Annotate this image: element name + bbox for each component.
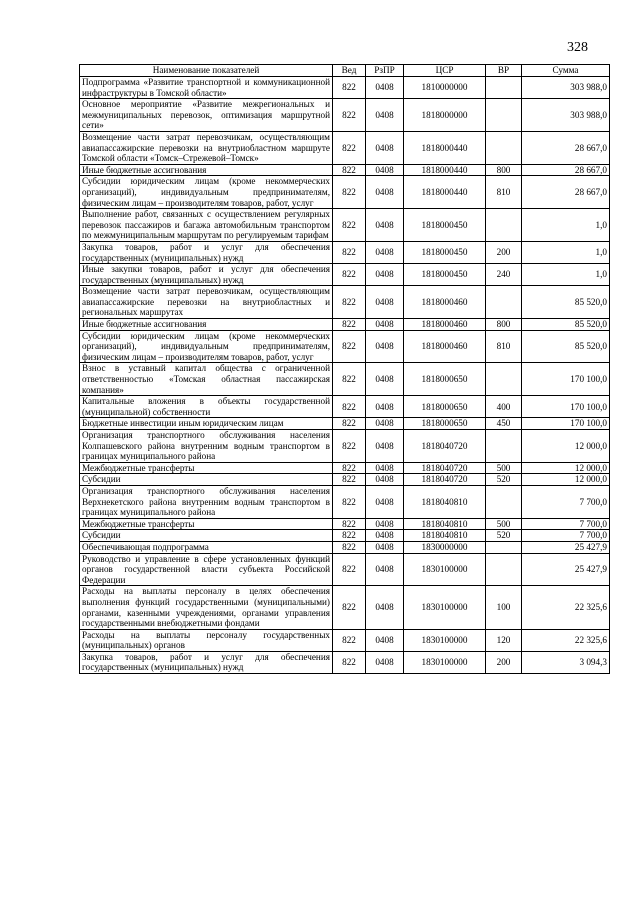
cell-rzpr: 0408	[366, 99, 404, 132]
cell-name: Субсидии юридическим лицам (кроме некоммерческих организаций), индивидуальным предпринимателям, физическим лицам – производителям товаров, работ, услуг	[80, 330, 333, 363]
table-row	[80, 485, 610, 518]
cell-csr: 1818000460	[404, 330, 486, 363]
cell-vr: 800	[486, 319, 522, 331]
table-row	[80, 629, 610, 651]
cell-vr	[486, 485, 522, 518]
table-row	[80, 518, 610, 530]
cell-vr: 500	[486, 518, 522, 530]
cell-rzpr: 0408	[366, 485, 404, 518]
header-name: Наименование показателей	[80, 65, 333, 77]
cell-csr: 1818000000	[404, 99, 486, 132]
table-row	[80, 264, 610, 286]
cell-csr: 1818040720	[404, 474, 486, 486]
cell-vr	[486, 541, 522, 553]
cell-sum: 22 325,6	[522, 586, 610, 629]
cell-vr	[486, 77, 522, 99]
cell-rzpr: 0408	[366, 418, 404, 430]
cell-rzpr: 0408	[366, 176, 404, 209]
cell-csr: 1818000450	[404, 209, 486, 242]
cell-sum: 25 427,9	[522, 541, 610, 553]
cell-ved: 822	[333, 518, 366, 530]
cell-name: Обеспечивающая подпрограмма	[80, 541, 333, 553]
cell-rzpr: 0408	[366, 330, 404, 363]
cell-name: Взнос в уставный капитал общества с ограниченной ответственностью «Томская областная пассажирская компания»	[80, 363, 333, 396]
cell-name: Субсидии	[80, 474, 333, 486]
table-row	[80, 77, 610, 99]
cell-name: Организация транспортного обслуживания населения Колпашевского района внутренним водным транспортом в границах муниципального района	[80, 430, 333, 463]
cell-csr: 1818000650	[404, 418, 486, 430]
cell-ved: 822	[333, 164, 366, 176]
cell-csr: 1818040810	[404, 485, 486, 518]
cell-csr: 1818000460	[404, 286, 486, 319]
cell-sum: 303 988,0	[522, 77, 610, 99]
cell-rzpr: 0408	[366, 530, 404, 542]
cell-csr: 1818000450	[404, 241, 486, 263]
cell-ved: 822	[333, 209, 366, 242]
cell-sum: 85 520,0	[522, 330, 610, 363]
header-sum: Сумма	[522, 65, 610, 77]
cell-rzpr: 0408	[366, 629, 404, 651]
cell-name: Иные бюджетные ассигнования	[80, 319, 333, 331]
cell-csr: 1818000440	[404, 164, 486, 176]
cell-csr: 1818040720	[404, 430, 486, 463]
cell-name: Выполнение работ, связанных с осуществлением регулярных перевозок пассажиров и багажа автомобильным транспортом по межмуниципальным маршрутам по регулируемым тарифам	[80, 209, 333, 242]
cell-rzpr: 0408	[366, 363, 404, 396]
cell-vr	[486, 99, 522, 132]
cell-vr: 400	[486, 396, 522, 418]
cell-sum: 12 000,0	[522, 462, 610, 474]
table-row	[80, 99, 610, 132]
cell-ved: 822	[333, 586, 366, 629]
table-row	[80, 330, 610, 363]
cell-name: Подпрограмма «Развитие транспортной и коммуникационной инфраструктуры в Томской области»	[80, 77, 333, 99]
table-row	[80, 462, 610, 474]
cell-vr	[486, 553, 522, 586]
header-csr: ЦСР	[404, 65, 486, 77]
cell-sum: 28 667,0	[522, 131, 610, 164]
cell-ved: 822	[333, 462, 366, 474]
table-row	[80, 286, 610, 319]
cell-vr: 120	[486, 629, 522, 651]
table-row	[80, 319, 610, 331]
cell-sum: 7 700,0	[522, 518, 610, 530]
table-row	[80, 553, 610, 586]
cell-sum: 1,0	[522, 241, 610, 263]
cell-ved: 822	[333, 131, 366, 164]
cell-vr: 200	[486, 241, 522, 263]
cell-ved: 822	[333, 418, 366, 430]
table-row	[80, 363, 610, 396]
cell-csr: 1830100000	[404, 553, 486, 586]
table-row	[80, 396, 610, 418]
cell-name: Расходы на выплаты персоналу государственных (муниципальных) органов	[80, 629, 333, 651]
cell-vr: 520	[486, 530, 522, 542]
cell-name: Межбюджетные трансферты	[80, 462, 333, 474]
cell-vr: 450	[486, 418, 522, 430]
cell-name: Бюджетные инвестиции иным юридическим лицам	[80, 418, 333, 430]
cell-csr: 1830000000	[404, 541, 486, 553]
cell-name: Межбюджетные трансферты	[80, 518, 333, 530]
cell-sum: 170 100,0	[522, 396, 610, 418]
cell-vr: 500	[486, 462, 522, 474]
cell-ved: 822	[333, 485, 366, 518]
cell-sum: 28 667,0	[522, 176, 610, 209]
cell-name: Руководство и управление в сфере установленных функций органов государственной власти субъекта Российской Федерации	[80, 553, 333, 586]
cell-rzpr: 0408	[366, 430, 404, 463]
cell-rzpr: 0408	[366, 586, 404, 629]
table-row	[80, 209, 610, 242]
cell-vr	[486, 430, 522, 463]
cell-csr: 1818040720	[404, 462, 486, 474]
cell-ved: 822	[333, 319, 366, 331]
cell-csr: 1818000440	[404, 176, 486, 209]
cell-rzpr: 0408	[366, 541, 404, 553]
cell-name: Организация транспортного обслуживания населения Верхнекетского района внутренним водным транспортом в границах муниципального района	[80, 485, 333, 518]
table-row	[80, 430, 610, 463]
cell-vr: 240	[486, 264, 522, 286]
cell-name: Субсидии юридическим лицам (кроме некоммерческих организаций), индивидуальным предпринимателям, физическим лицам – производителям товаров, работ, услуг	[80, 176, 333, 209]
cell-csr: 1830100000	[404, 651, 486, 673]
cell-ved: 822	[333, 241, 366, 263]
cell-rzpr: 0408	[366, 396, 404, 418]
cell-name: Возмещение части затрат перевозчикам, осуществляющим авиапассажирские перевозки на внутриобластном маршруте Томской области «Томск–Стрежевой–Томск»	[80, 131, 333, 164]
cell-sum: 170 100,0	[522, 418, 610, 430]
cell-sum: 1,0	[522, 209, 610, 242]
header-rzpr: РзПР	[366, 65, 404, 77]
table-row	[80, 530, 610, 542]
cell-sum: 12 000,0	[522, 474, 610, 486]
cell-sum: 303 988,0	[522, 99, 610, 132]
cell-name: Субсидии	[80, 530, 333, 542]
table-row	[80, 586, 610, 629]
cell-csr: 1818000460	[404, 319, 486, 331]
cell-csr: 1818000650	[404, 363, 486, 396]
cell-csr: 1818000450	[404, 264, 486, 286]
cell-csr: 1818040810	[404, 518, 486, 530]
cell-name: Иные бюджетные ассигнования	[80, 164, 333, 176]
cell-name: Возмещение части затрат перевозчикам, осуществляющим авиапассажирские перевозки на внутриобластных и региональных маршрутах	[80, 286, 333, 319]
cell-ved: 822	[333, 530, 366, 542]
cell-vr	[486, 363, 522, 396]
cell-sum: 28 667,0	[522, 164, 610, 176]
cell-ved: 822	[333, 651, 366, 673]
cell-sum: 1,0	[522, 264, 610, 286]
cell-vr: 200	[486, 651, 522, 673]
table-header-row	[80, 65, 610, 77]
table-row	[80, 241, 610, 263]
cell-name: Расходы на выплаты персоналу в целях обеспечения выполнения функций государственными (муниципальными) органами, казенными учреждениями, органами управления государственными внебюджетными фондами	[80, 586, 333, 629]
cell-ved: 822	[333, 363, 366, 396]
cell-ved: 822	[333, 99, 366, 132]
cell-rzpr: 0408	[366, 319, 404, 331]
table-row	[80, 541, 610, 553]
cell-vr: 520	[486, 474, 522, 486]
cell-csr: 1830100000	[404, 586, 486, 629]
cell-rzpr: 0408	[366, 553, 404, 586]
cell-ved: 822	[333, 629, 366, 651]
cell-ved: 822	[333, 176, 366, 209]
cell-rzpr: 0408	[366, 131, 404, 164]
cell-name: Закупка товаров, работ и услуг для обеспечения государственных (муниципальных) нужд	[80, 241, 333, 263]
cell-rzpr: 0408	[366, 651, 404, 673]
cell-rzpr: 0408	[366, 264, 404, 286]
cell-sum: 25 427,9	[522, 553, 610, 586]
cell-name: Иные закупки товаров, работ и услуг для обеспечения государственных (муниципальных) нужд	[80, 264, 333, 286]
cell-rzpr: 0408	[366, 286, 404, 319]
cell-csr: 1818040810	[404, 530, 486, 542]
cell-csr: 1830100000	[404, 629, 486, 651]
table-row	[80, 418, 610, 430]
table-row	[80, 651, 610, 673]
cell-ved: 822	[333, 264, 366, 286]
cell-csr: 1818000650	[404, 396, 486, 418]
table-row	[80, 176, 610, 209]
cell-sum: 7 700,0	[522, 530, 610, 542]
cell-rzpr: 0408	[366, 462, 404, 474]
budget-table	[79, 64, 610, 674]
cell-ved: 822	[333, 430, 366, 463]
cell-rzpr: 0408	[366, 77, 404, 99]
header-vr: ВР	[486, 65, 522, 77]
cell-ved: 822	[333, 330, 366, 363]
cell-csr: 1810000000	[404, 77, 486, 99]
cell-csr: 1818000440	[404, 131, 486, 164]
page-number: 328	[567, 40, 588, 55]
cell-rzpr: 0408	[366, 164, 404, 176]
cell-rzpr: 0408	[366, 474, 404, 486]
cell-sum: 85 520,0	[522, 286, 610, 319]
cell-vr: 800	[486, 164, 522, 176]
cell-rzpr: 0408	[366, 209, 404, 242]
cell-vr: 810	[486, 330, 522, 363]
cell-sum: 22 325,6	[522, 629, 610, 651]
cell-name: Капитальные вложения в объекты государственной (муниципальной) собственности	[80, 396, 333, 418]
cell-sum: 3 094,3	[522, 651, 610, 673]
cell-sum: 12 000,0	[522, 430, 610, 463]
cell-name: Основное мероприятие «Развитие межрегиональных и межмуниципальных перевозок, оптимизация маршрутной сети»	[80, 99, 333, 132]
cell-ved: 822	[333, 396, 366, 418]
table-row	[80, 131, 610, 164]
table-row	[80, 474, 610, 486]
cell-rzpr: 0408	[366, 241, 404, 263]
cell-sum: 170 100,0	[522, 363, 610, 396]
cell-ved: 822	[333, 541, 366, 553]
cell-ved: 822	[333, 474, 366, 486]
cell-vr: 100	[486, 586, 522, 629]
cell-rzpr: 0408	[366, 518, 404, 530]
cell-vr	[486, 131, 522, 164]
cell-vr: 810	[486, 176, 522, 209]
cell-ved: 822	[333, 286, 366, 319]
cell-vr	[486, 209, 522, 242]
cell-ved: 822	[333, 77, 366, 99]
cell-name: Закупка товаров, работ и услуг для обеспечения государственных (муниципальных) нужд	[80, 651, 333, 673]
cell-sum: 85 520,0	[522, 319, 610, 331]
cell-sum: 7 700,0	[522, 485, 610, 518]
cell-vr	[486, 286, 522, 319]
cell-ved: 822	[333, 553, 366, 586]
table-row	[80, 164, 610, 176]
header-ved: Вед	[333, 65, 366, 77]
